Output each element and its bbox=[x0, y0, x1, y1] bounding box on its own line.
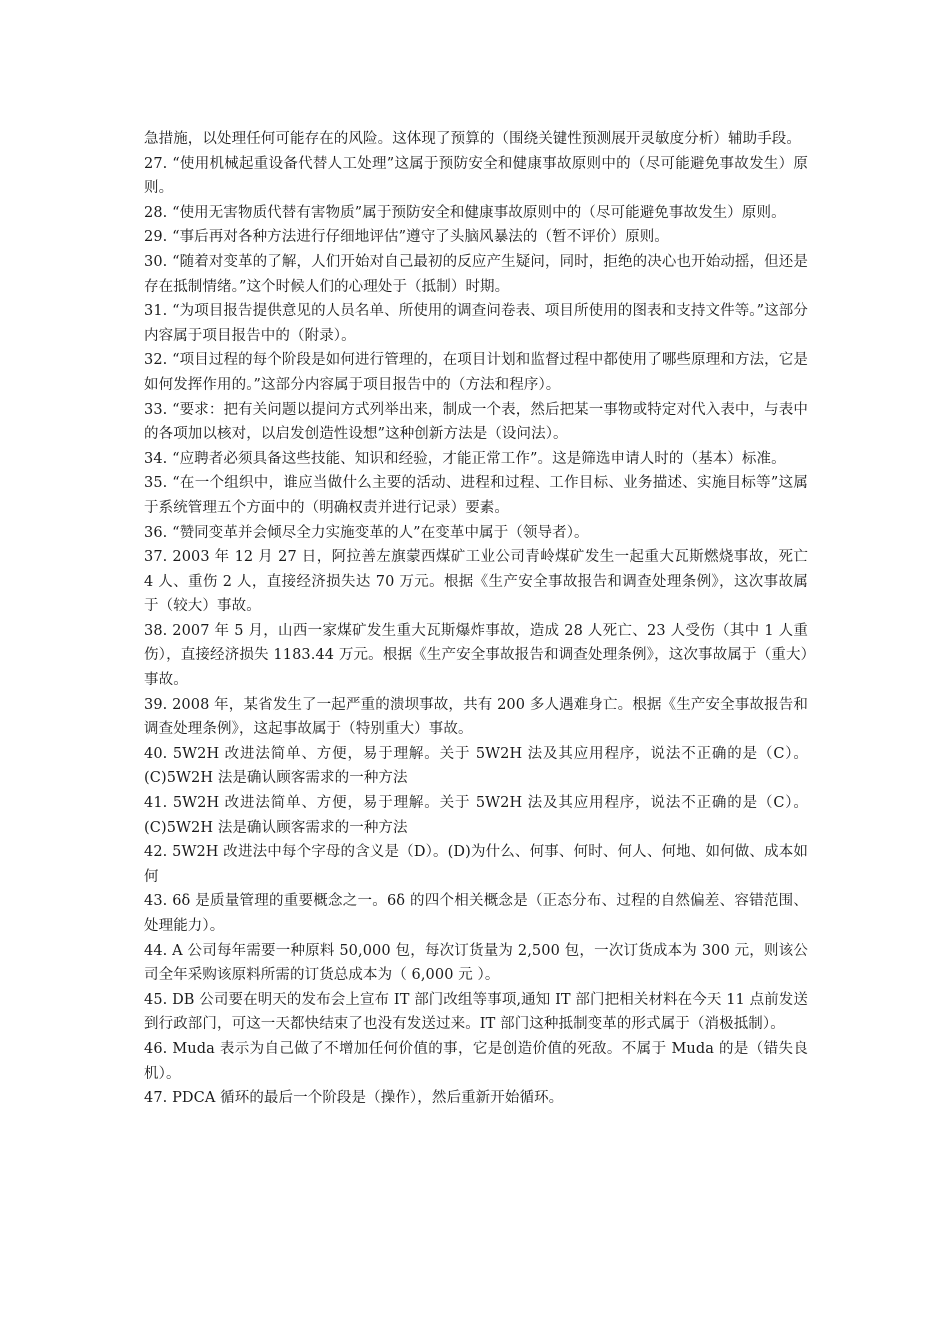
question-36: 36. “赞同变革并会倾尽全力实施变革的人”在变革中属于（领导者）。 bbox=[144, 524, 589, 541]
question-27: 27. “使用机械起重设备代替人工处理”这属于预防安全和健康事故原则中的（尽可能避免事故发生）原则。 bbox=[144, 155, 808, 197]
question-47: 47. PDCA 循环的最后一个阶段是（操作），然后重新开始循环。 bbox=[144, 1090, 564, 1107]
question-40: 40. 5W2H 改进法简单、方便，易于理解。关于 5W2H 法及其应用程序，说法不正确的是（C）。(C)5W2H 法是确认顾客需求的一种方法 bbox=[144, 745, 808, 787]
question-38: 38. 2007 年 5 月，山西一家煤矿发生重大瓦斯爆炸事故，造成 28 人死亡、23 人受伤（其中 1 人重伤），直接经济损失 1183.44 万元。根据《生产安全事故报告和调查处理条例》，这次事故属于（重大）事故。 bbox=[144, 622, 808, 689]
question-33: 33. “要求：把有关问题以提问方式列举出来，制成一个表，然后把某一事物或特定对代入表中，与表中的各项加以核对，以启发创造性设想”这种创新方法是（设问法）。 bbox=[144, 401, 808, 443]
question-32: 32. “项目过程的每个阶段是如何进行管理的，在项目计划和监督过程中都使用了哪些原理和方法，它是如何发挥作用的。”这部分内容属于项目报告中的（方法和程序）。 bbox=[144, 352, 808, 393]
document-body bbox=[144, 127, 808, 1111]
question-46: 46. Muda 表示为自己做了不增加任何价值的事，它是创造价值的死敌。不属于 Muda 的是（错失良机）。 bbox=[144, 1040, 808, 1082]
question-42: 42. 5W2H 改进法中每个字母的含义是（D）。(D)为什么、何事、何时、何人、何地、如何做、成本如何 bbox=[144, 844, 808, 885]
question-41: 41. 5W2H 改进法简单、方便，易于理解。关于 5W2H 法及其应用程序，说法不正确的是（C）。(C)5W2H 法是确认顾客需求的一种方法 bbox=[144, 795, 808, 836]
question-29: 29. “事后再对各种方法进行仔细地评估”遵守了头脑风暴法的（暂不评价）原则。 bbox=[144, 229, 669, 246]
paragraph-continuation: 急措施，以处理任何可能存在的风险。这体现了预算的（围绕关键性预测展开灵敏度分析）辅助手段。 bbox=[144, 131, 801, 147]
question-39: 39. 2008 年，某省发生了一起严重的溃坝事故，共有 200 多人遇难身亡。根据《生产安全事故报告和调查处理条例》，这起事故属于（特别重大）事故。 bbox=[144, 696, 808, 738]
question-44: 44. A 公司每年需要一种原料 50,000 包，每次订货量为 2,500 包，一次订货成本为 300 元，则该公司全年采购该原料所需的订货总成本为（ 6,000 元 ）。 bbox=[144, 942, 808, 984]
question-34: 34. “应聘者必须具备这些技能、知识和经验，才能正常工作”。这是筛选申请人时的（基本）标准。 bbox=[144, 450, 786, 467]
question-45: 45. DB 公司要在明天的发布会上宣布 IT 部门改组等事项,通知 IT 部门把相关材料在今天 11 点前发送到行政部门，可这一天都快结束了也没有发送过来。IT 部门这种抵制变革的形式属于（消极抵制）。 bbox=[144, 991, 808, 1033]
question-37: 37. 2003 年 12 月 27 日，阿拉善左旗蒙西煤矿工业公司青岭煤矿发生一起重大瓦斯燃烧事故，死亡 4 人、重伤 2 人，直接经济损失达 70 万元。根据《生产安全事故报告和调查处理条例》，这次事故属于（较大）事故。 bbox=[144, 549, 808, 615]
question-28: 28. “使用无害物质代替有害物质”属于预防安全和健康事故原则中的（尽可能避免事故发生）原则。 bbox=[144, 204, 786, 221]
question-30: 30. “随着对变革的了解，人们开始对自己最初的反应产生疑问，同时，拒绝的决心也开始动摇，但还是存在抵制情绪。”这个时候人们的心理处于（抵制）时期。 bbox=[144, 253, 808, 295]
question-35: 35. “在一个组织中，谁应当做什么主要的活动、进程和过程、工作目标、业务描述、实施目标等”这属于系统管理五个方面中的（明确权责并进行记录）要素。 bbox=[144, 475, 808, 516]
question-43: 43. 6δ 是质量管理的重要概念之一。6δ 的四个相关概念是（正态分布、过程的自然偏差、容错范围、处理能力）。 bbox=[144, 893, 808, 934]
question-31: 31. “为项目报告提供意见的人员名单、所使用的调查问卷表、项目所使用的图表和支持文件等。”这部分内容属于项目报告中的（附录）。 bbox=[144, 303, 808, 344]
